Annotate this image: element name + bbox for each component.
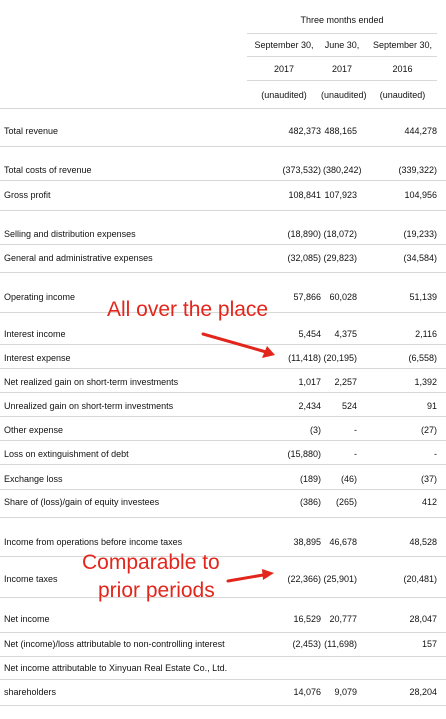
arrow-icon-bottom <box>228 569 274 581</box>
annotation-bottom-line2: prior periods <box>98 579 215 602</box>
cell-interest-expense-q3-2017: (11,418) <box>288 353 321 363</box>
row-label-nci: Net (income)/loss attributable to non-controlling interest <box>4 639 225 649</box>
header-col1-date: September 30, <box>254 40 314 50</box>
cell-realized-gain-q3-2017: 1,017 <box>298 377 321 387</box>
cell-operating-income-q2-2017: 60,028 <box>329 292 357 302</box>
header-col3-year: 2016 <box>392 64 413 74</box>
cell-selling-q3-2017: (18,890) <box>287 229 321 239</box>
cell-net-income-q3-2016: 28,047 <box>409 614 437 624</box>
cell-interest-expense-q2-2017: (20,195) <box>323 353 357 363</box>
cell-unrealized-gain-q3-2017: 2,434 <box>298 401 321 411</box>
header-col2-status: (unaudited) <box>321 90 367 100</box>
cell-loss-extinguishment-q3-2017: (15,880) <box>287 449 321 459</box>
row-label-income-taxes: Income taxes <box>4 574 58 584</box>
row-label-operating-income: Operating income <box>4 292 76 302</box>
cell-unrealized-gain-q2-2017: 524 <box>341 401 357 411</box>
row-label-gross-profit: Gross profit <box>4 190 51 200</box>
row-label-attrib-line2: shareholders <box>4 687 57 697</box>
header-col1-status: (unaudited) <box>261 90 307 100</box>
cell-interest-expense-q3-2016: (6,558) <box>408 353 437 363</box>
row-label-equity-investees: Share of (loss)/gain of equity investees <box>4 497 160 507</box>
cell-total-revenue-q3-2016: 444,278 <box>404 126 437 136</box>
cell-net-income-q2-2017: 20,777 <box>329 614 357 624</box>
cell-gross-profit-q3-2016: 104,956 <box>404 190 437 200</box>
cell-income-taxes-q3-2017: (22,366) <box>287 574 321 584</box>
row-label-exchange-loss: Exchange loss <box>4 474 63 484</box>
cell-loss-extinguishment-q2-2017: - <box>354 449 357 459</box>
row-label-net-income: Net income <box>4 614 50 624</box>
cell-selling-q3-2016: (19,233) <box>403 229 437 239</box>
row-label-unrealized-gain: Unrealized gain on short-term investments <box>4 401 174 411</box>
cell-other-expense-q3-2017: (3) <box>310 425 321 435</box>
row-label-loss-extinguishment: Loss on extinguishment of debt <box>4 449 129 459</box>
cell-income-before-tax-q3-2016: 48,528 <box>409 537 437 547</box>
row-label-realized-gain: Net realized gain on short-term investments <box>4 377 179 387</box>
cell-unrealized-gain-q3-2016: 91 <box>426 401 437 411</box>
cell-loss-extinguishment-q3-2016: - <box>434 449 437 459</box>
cell-total-costs-q3-2016: (339,322) <box>398 165 437 175</box>
cell-equity-investees-q2-2017: (265) <box>335 497 357 507</box>
cell-realized-gain-q3-2016: 1,392 <box>414 377 437 387</box>
cell-nci-q3-2016: 157 <box>421 639 437 649</box>
cell-operating-income-q3-2016: 51,139 <box>409 292 437 302</box>
cell-exchange-loss-q3-2016: (37) <box>420 474 437 484</box>
cell-attrib-q3-2017: 14,076 <box>293 687 321 697</box>
cell-ga-q3-2016: (34,584) <box>403 253 437 263</box>
cell-gross-profit-q3-2017: 108,841 <box>288 190 321 200</box>
cell-income-before-tax-q3-2017: 38,895 <box>293 537 321 547</box>
header-col3-date: September 30, <box>372 40 433 50</box>
row-label-attrib-line1: Net income attributable to Xinyuan Real Estate Co., Ltd. <box>4 663 228 673</box>
cell-gross-profit-q2-2017: 107,923 <box>324 190 357 200</box>
row-label-interest-expense: Interest expense <box>4 353 71 363</box>
cell-attrib-q2-2017: 9,079 <box>334 687 357 697</box>
header-col2-date: June 30, <box>324 40 360 50</box>
cell-operating-income-q3-2017: 57,866 <box>293 292 321 302</box>
cell-nci-q3-2017: (2,453) <box>292 639 321 649</box>
cell-total-revenue-q3-2017: 482,373 <box>288 126 321 136</box>
cell-net-income-q3-2017: 16,529 <box>293 614 321 624</box>
header-col2-year: 2017 <box>331 64 353 74</box>
cell-other-expense-q2-2017: - <box>354 425 357 435</box>
cell-ga-q3-2017: (32,085) <box>287 253 321 263</box>
cell-total-revenue-q2-2017: 488,165 <box>324 126 357 136</box>
cell-interest-income-q3-2017: 5,454 <box>298 329 321 339</box>
cell-equity-investees-q3-2016: 412 <box>421 497 437 507</box>
header-group-title: Three months ended <box>300 15 384 25</box>
cell-interest-income-q2-2017: 4,375 <box>334 329 357 339</box>
header-col3-status: (unaudited) <box>379 90 426 100</box>
cell-ga-q2-2017: (29,823) <box>323 253 357 263</box>
cell-equity-investees-q3-2017: (386) <box>299 497 321 507</box>
cell-income-before-tax-q2-2017: 46,678 <box>329 537 357 547</box>
row-label-total-revenue: Total revenue <box>4 126 59 136</box>
arrow-icon-top <box>203 334 275 358</box>
cell-selling-q2-2017: (18,072) <box>323 229 357 239</box>
cell-nci-q2-2017: (11,698) <box>324 639 357 649</box>
cell-exchange-loss-q2-2017: (46) <box>340 474 357 484</box>
row-label-selling: Selling and distribution expenses <box>4 229 136 239</box>
cell-income-taxes-q3-2016: (20,481) <box>403 574 437 584</box>
row-label-interest-income: Interest income <box>4 329 66 339</box>
cell-income-taxes-q2-2017: (25,901) <box>323 574 357 584</box>
row-label-other-expense: Other expense <box>4 425 64 435</box>
cell-realized-gain-q2-2017: 2,257 <box>334 377 357 387</box>
cell-exchange-loss-q3-2017: (189) <box>299 474 321 484</box>
row-label-income-before-tax: Income from operations before income taxes <box>4 537 183 547</box>
cell-interest-income-q3-2016: 2,116 <box>415 329 437 339</box>
cell-other-expense-q3-2016: (27) <box>420 425 437 435</box>
annotation-bottom-line1: Comparable to <box>82 551 220 574</box>
row-label-ga: General and administrative expenses <box>4 253 153 263</box>
cell-total-costs-q3-2017: (373,532) <box>282 165 321 175</box>
cell-attrib-q3-2016: 28,204 <box>409 687 437 697</box>
row-label-total-costs: Total costs of revenue <box>4 165 92 175</box>
header-col1-year: 2017 <box>273 64 295 74</box>
annotation-top: All over the place <box>107 298 269 321</box>
cell-total-costs-q2-2017: (380,242) <box>323 165 362 175</box>
